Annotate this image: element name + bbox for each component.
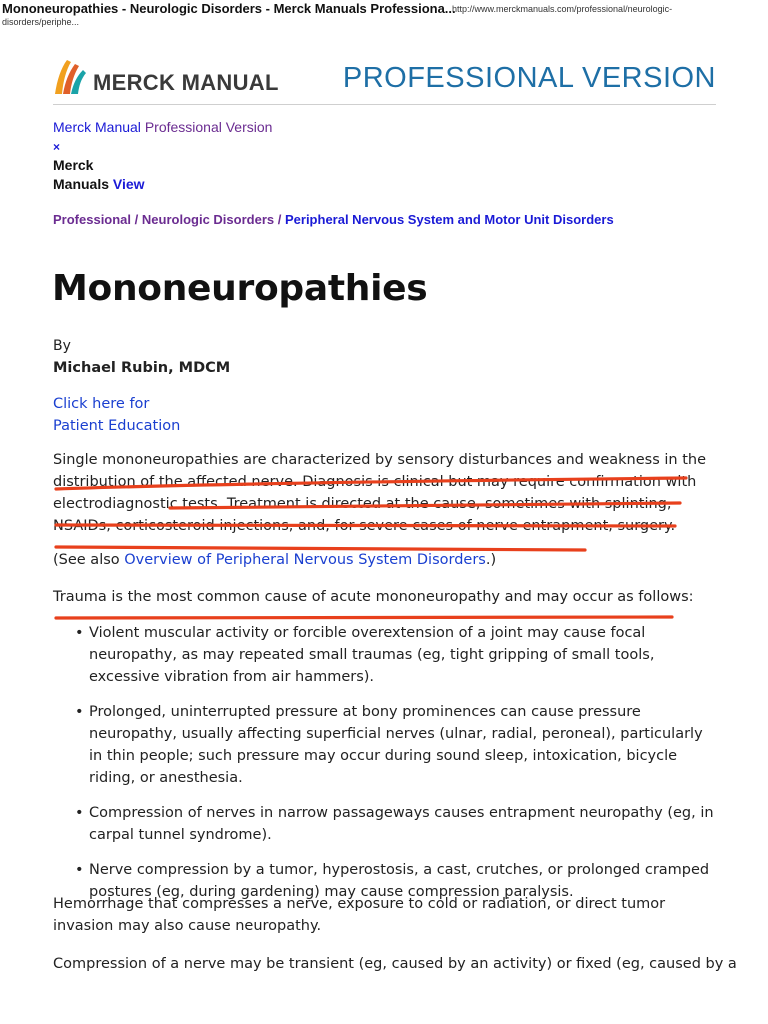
bullet-icon: • bbox=[75, 862, 84, 878]
list-item bbox=[53, 622, 718, 688]
list-item-text: Nerve compression by a tumor, hyperostosis, a cast, crutches, or prolonged cramped postures (eg, during gardening) may cause compression paralysis. bbox=[89, 862, 710, 900]
see-also-line bbox=[53, 549, 496, 571]
patient-education-link[interactable] bbox=[53, 393, 180, 437]
byline-label: By bbox=[53, 338, 71, 354]
document-header bbox=[0, 0, 768, 32]
site-nav bbox=[53, 118, 272, 193]
breadcrumb-peripheral-nervous-system[interactable]: Peripheral Nervous System and Motor Unit Disorders bbox=[284, 212, 614, 227]
breadcrumb-separator: / bbox=[134, 212, 139, 227]
bullet-icon: • bbox=[75, 805, 84, 821]
professional-version-label: PROFESSIONAL VERSION bbox=[342, 62, 716, 94]
intro-paragraph: Single mononeuropathies are characterized by sensory disturbances and weakness in the distribution of the affected nerve. Diagnosis is clinical but may require confirmation with electrodiagnostic tests. Treatment is directed at the cause, sometimes with splinting, NSAIDs, corticosteroid injections, and, for severe cases of nerve entrapment, surgery. bbox=[53, 452, 707, 534]
page-title: Mononeuropathies bbox=[52, 268, 428, 309]
list-item-text: Violent muscular activity or forcible overextension of a joint may cause focal neuropathy, as may repeated small traumas (eg, tight gripping of small tools, excessive vibration from air hammers). bbox=[89, 625, 655, 685]
list-item-text: Prolonged, uninterrupted pressure at bony prominences can cause pressure neuropathy, usually affecting superficial nerves (ulnar, radial, peroneal), particularly in thin people; such pressure may occur during sound sleep, intoxication, bicycle riding, or anesthesia. bbox=[89, 704, 703, 786]
list-item bbox=[53, 701, 718, 789]
trauma-intro: Trauma is the most common cause of acute mononeuropathy and may occur as follows: bbox=[53, 589, 694, 605]
list-item-text: Compression of nerves in narrow passageways causes entrapment neuropathy (eg, in carpal tunnel syndrome). bbox=[89, 805, 714, 843]
see-also-link[interactable]: Overview of Peripheral Nervous System Disorders bbox=[124, 552, 486, 568]
merck-logo-icon bbox=[53, 58, 87, 96]
document-url-line2[interactable]: disorders/periphe... bbox=[2, 17, 80, 27]
nav-line-2 bbox=[53, 137, 272, 157]
document-url-line1[interactable]: http://www.merckmanuals.com/professional/neurologic- bbox=[452, 4, 673, 14]
merck-manual-logo[interactable] bbox=[53, 56, 279, 100]
document-title: Mononeuropathies - Neurologic Disorders - Merck Manuals Professiona... bbox=[2, 1, 456, 16]
breadcrumb-neurologic-disorders[interactable]: Neurologic Disorders bbox=[141, 212, 275, 227]
breadcrumb bbox=[53, 212, 614, 227]
close-icon[interactable]: × bbox=[53, 139, 61, 154]
manuals-label: Manuals bbox=[53, 175, 110, 192]
bullet-icon: • bbox=[75, 625, 84, 641]
author-name: Michael Rubin, MDCM bbox=[53, 360, 231, 376]
underline-stroke bbox=[56, 617, 672, 618]
compression-paragraph: Compression of a nerve may be transient (eg, caused by an activity) or fixed (eg, caused by a bbox=[53, 956, 737, 972]
logo-text: MERCK MANUAL bbox=[93, 70, 279, 95]
brand-banner bbox=[53, 56, 716, 105]
nav-line-4 bbox=[53, 175, 272, 194]
list-item bbox=[53, 802, 718, 846]
breadcrumb-professional[interactable]: Professional bbox=[53, 212, 132, 227]
nav-line-1 bbox=[53, 118, 272, 137]
trauma-causes-list bbox=[53, 622, 718, 916]
see-also-suffix: .) bbox=[485, 552, 497, 568]
see-also-prefix: (See also bbox=[53, 552, 120, 568]
bullet-icon: • bbox=[75, 704, 84, 720]
merck-manual-link[interactable]: Merck Manual bbox=[53, 119, 141, 135]
nav-line-3 bbox=[53, 156, 272, 175]
breadcrumb-separator: / bbox=[277, 212, 282, 227]
professional-version-link[interactable]: Professional Version bbox=[144, 119, 273, 135]
patient-link-line1[interactable]: Click here for bbox=[53, 396, 150, 412]
hemorrhage-paragraph: Hemorrhage that compresses a nerve, exposure to cold or radiation, or direct tumor invasion may also cause neuropathy. bbox=[53, 896, 666, 934]
view-link[interactable]: View bbox=[112, 175, 145, 192]
merck-label: Merck bbox=[53, 157, 94, 173]
patient-link-line2[interactable]: Patient Education bbox=[53, 418, 181, 434]
